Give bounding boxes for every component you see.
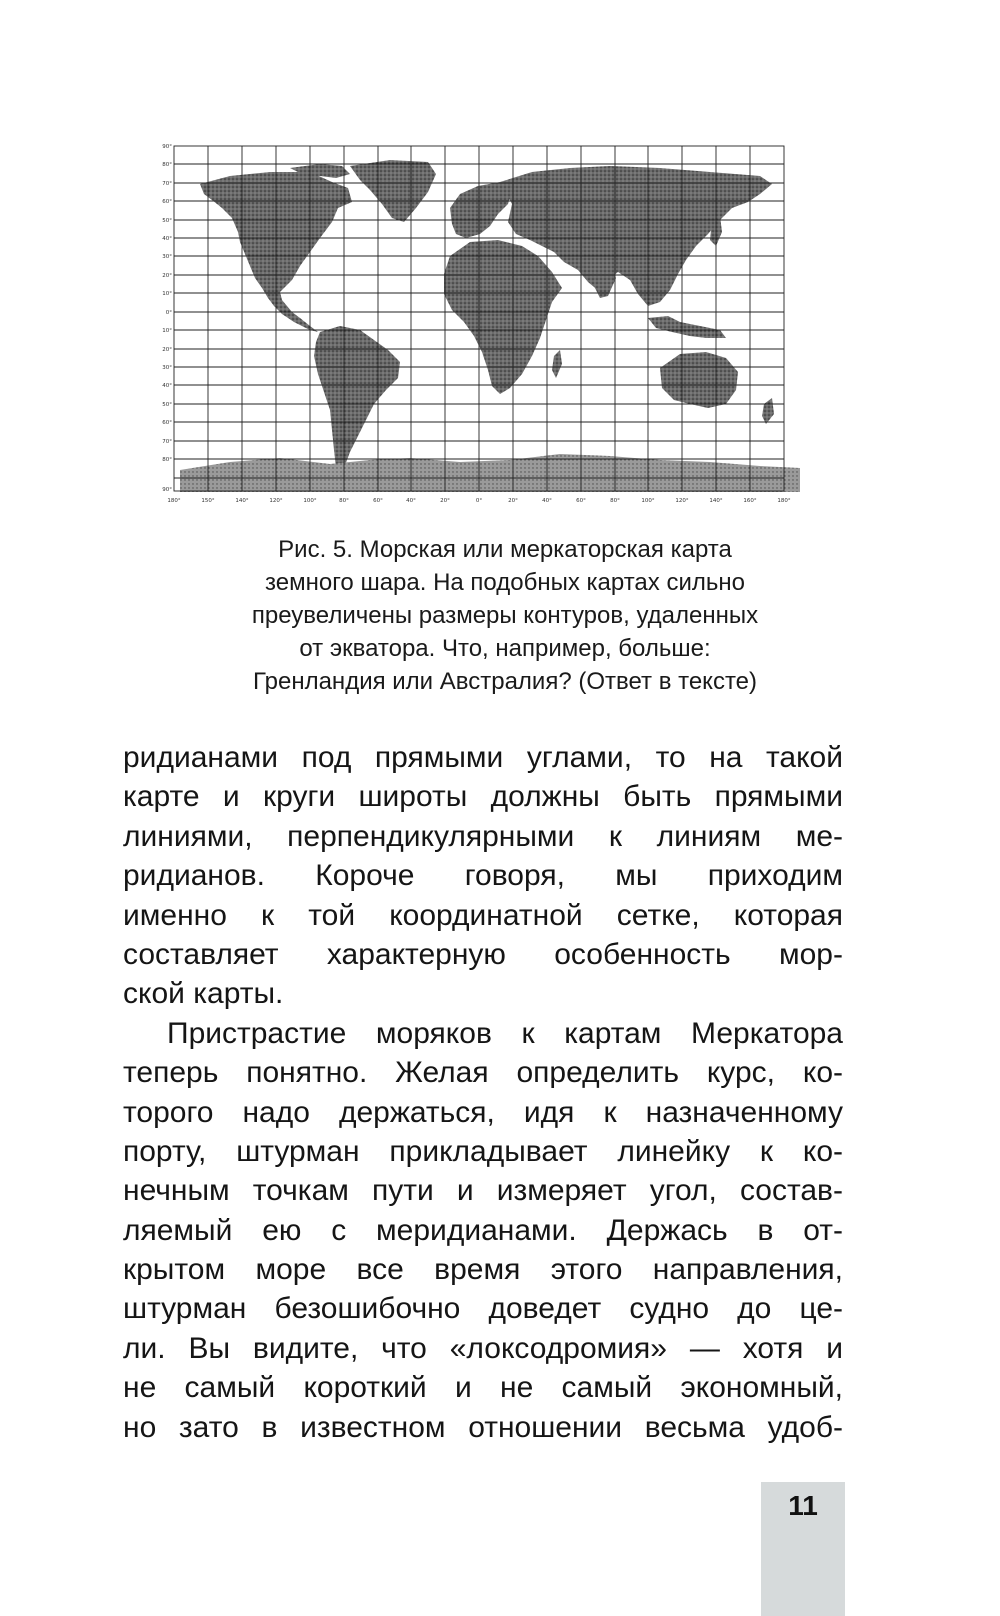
lat-label: 50° [162,218,172,224]
lat-label: 50° [162,402,172,408]
paragraph [123,738,843,1014]
caption-line: Рис. 5. Морская или меркаторская карта [278,536,732,563]
lon-label: 80° [610,498,620,504]
greenland [350,160,436,222]
text-line: но зато в известном отношении весьма удоб- [123,1410,843,1444]
text-line: нечным точкам пути и измеряет угол, состав- [123,1174,843,1208]
mercator-map [160,142,810,522]
text-line: составляет характерную особенность мор- [123,937,843,971]
lat-label: 20° [162,273,172,279]
paragraph [123,1014,843,1447]
lon-label: 120° [269,498,283,504]
lon-label: 20° [508,498,518,504]
text-line: крытом море все время этого направления, [123,1253,843,1287]
lat-label: 40° [162,383,172,389]
lon-label: 60° [373,498,383,504]
lat-label: 80° [162,457,172,463]
body-text [123,738,843,1447]
longitude-labels [167,498,790,504]
page-number-tab [761,1482,845,1616]
lat-label: 60° [162,420,172,426]
lon-label: 120° [675,498,689,504]
lon-label: 40° [406,498,416,504]
lat-label: 70° [162,181,172,187]
lat-label: 60° [162,199,172,205]
lat-label: 90° [162,487,172,493]
text-line: ридианов. Короче говоря, мы приходим [123,859,843,893]
lat-label: 30° [162,365,172,371]
lon-label: 150° [201,498,215,504]
continents [180,160,800,492]
text-line: теперь понятно. Желая определить курс, ко- [123,1056,843,1090]
lat-label: 20° [162,347,172,353]
caption-line: земного шара. На подобных картах сильно [265,569,745,596]
africa [444,240,562,394]
lat-label: 90° [162,144,172,150]
lon-label: 40° [542,498,552,504]
lat-label: 40° [162,236,172,242]
text-line: ской карты. [123,977,284,1011]
lat-label: 80° [162,162,172,168]
new-zealand [762,398,774,424]
caption-line: преувеличены размеры контуров, удаленных [251,602,759,629]
text-line: линиями, перпендикулярными к линиям ме- [123,819,843,853]
lon-label: 140° [235,498,249,504]
lon-label: 60° [576,498,586,504]
lon-label: 100° [303,498,317,504]
lon-label: 140° [709,498,723,504]
europe [450,182,512,238]
lon-label: 160° [743,498,757,504]
australia [660,352,738,408]
indonesia [648,316,726,338]
lon-label: 80° [339,498,349,504]
text-line: Пристрастие моряков к картам Меркатора [167,1016,843,1050]
caption-line: Гренландия или Австралия? (Ответ в тексте) [252,668,758,695]
figure-caption [140,533,870,698]
text-line: штурман безошибочно доведет судно до це- [123,1292,843,1326]
map-figure [160,142,810,522]
text-line: именно к той координатной сетке, которая [123,898,843,932]
page-number: 11 [788,1490,818,1521]
lon-label: 180° [777,498,791,504]
lon-label: 20° [440,498,450,504]
text-line: торого надо держаться, идя к назначенному [123,1095,843,1129]
text-line: ляемый ею с меридианами. Держась в от- [123,1213,843,1247]
text-line: не самый короткий и не самый экономный, [123,1371,843,1405]
lat-label: 0° [165,310,172,316]
text-line: карте и круги широты должны быть прямыми [123,780,843,814]
madagascar [552,350,562,378]
lat-label: 70° [162,439,172,445]
text-line: порту, штурман прикладывает линейку к ко- [123,1134,843,1168]
latitude-labels [162,144,172,493]
lat-label: 10° [162,328,172,334]
text-line: ли. Вы видите, что «локсодромия» — хотя и [123,1331,843,1365]
lon-label: 100° [641,498,655,504]
lat-label: 10° [162,291,172,297]
lat-label: 30° [162,254,172,260]
lon-label: 0° [475,498,483,504]
text-line: ридианами под прямыми углами, то на такой [123,741,843,774]
antarctica [180,454,800,492]
lon-label: 180° [167,498,181,504]
caption-line: от экватора. Что, например, больше: [299,635,711,662]
